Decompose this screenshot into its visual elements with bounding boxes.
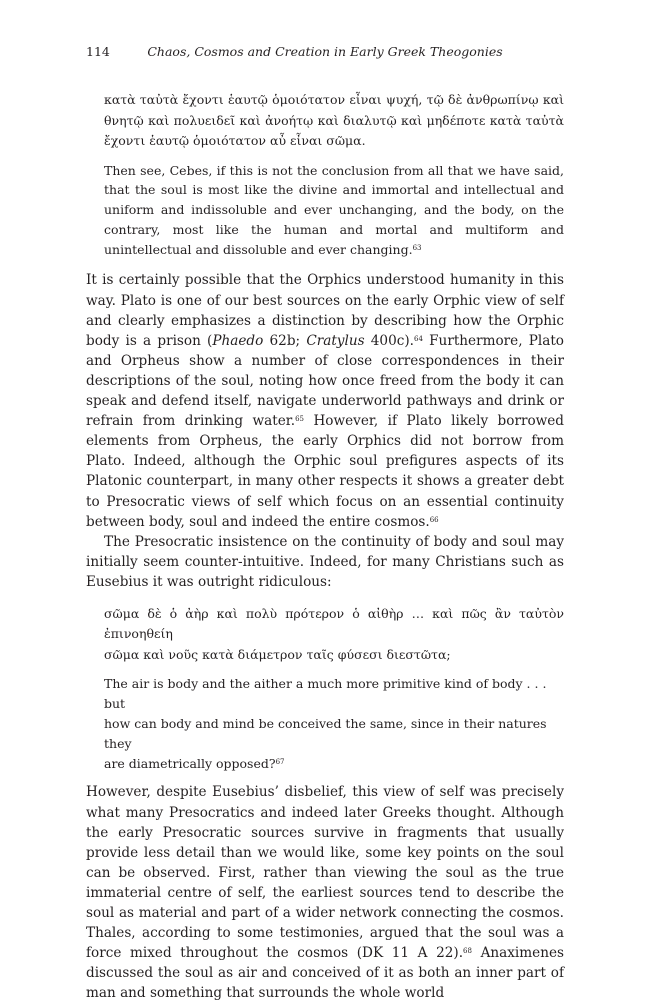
greek-quote-plato: κατὰ ταὐτὰ ἔχοντι ἑαυτῷ ὁμοιότατον εἶναι ψυχή, τῷ δὲ ἀνθρωπίνῳ καὶ θνητῷ καὶ πολυειδεῖ καὶ ἀνοήτῳ καὶ διαλυτῷ καὶ μηδέποτε κατὰ ταὐτὰ ἔχοντι ἑαυτῷ ὁμοιότατον αὖ εἶναι σῶμα. [104, 92, 564, 148]
block-quote-eusebius [104, 604, 564, 773]
page-body [86, 90, 564, 1004]
english-quote-eusebius-line-2: how can body and mind be conceived the same, since in their natures they [104, 716, 547, 751]
paragraph-eusebius-text-2: Anaximenes discussed the soul as air and conceived of it as both an inner part of man and something that surrounds the whole world [86, 945, 564, 1002]
page-number: 114 [86, 44, 110, 59]
work-title-cratylus: Cratylus [306, 332, 365, 349]
paragraph-orphics-text-5: However, if Plato likely borrowed elements from Orpheus, the early Orphics did not borrow from Plato. Indeed, although the Orphic soul prefigures aspects of its Platonic counterpart, in many other respects it shows a greater debt to Presocratic views of self which focus on an essential continuity between body, soul and indeed the entire cosmos. [86, 413, 565, 530]
english-quote-plato [104, 161, 564, 260]
english-quote-eusebius-line-1: The air is body and the aither a much more primitive kind of body . . . but [104, 676, 547, 712]
paragraph-orphics-text-4: Furthermore, Plato and Orpheus show a number of close correspondences in their descriptions of the soul, noting how once freed from the body it can speak and defend itself, navigate underworld pathways and drink or refrain from drinking water. [86, 332, 564, 430]
english-quote-eusebius [104, 674, 564, 773]
footnote-ref-64[interactable]: 64 [413, 334, 423, 343]
english-quote-plato-text: Then see, Cebes, if this is not the conclusion from all that we have said, that the soul is most like the divine and immortal and intellectual and uniform and indissoluble and ever unchanging, and the body, on the contrary, most like the human and mortal and multiform and unintellectual and dissoluble and ever changing. [104, 162, 564, 257]
paragraph-orphics-text-3: 400c). [364, 332, 414, 349]
greek-quote-eusebius-line-2: σῶμα καὶ νοῦς κατὰ διάμετρον ταῖς φύσεσι διεστῶτα; [104, 646, 451, 662]
greek-quote-eusebius [104, 604, 564, 666]
greek-quote-eusebius-line-1: σῶμα δὲ ὁ ἀὴρ καὶ πολὺ πρότερον ὁ αἰθὴρ … καὶ πῶς ἂν ταὐτὸν ἐπινοηθείη [104, 605, 564, 642]
footnote-ref-65[interactable]: 65 [295, 415, 305, 424]
paragraph-orphics-text-2: 62b; [263, 332, 307, 349]
paragraph-presocratic: The Presocratic insistence on the continuity of body and soul may initially seem counter-intuitive. Indeed, for many Christians such as Eusebius it was outright ridiculous: [86, 533, 564, 590]
paragraph-orphics-text-1: It is certainly possible that the Orphics understood humanity in this way. Plato is one of our best sources on the early Orphic view of self and clearly emphasizes a distinction by describing how the Orphic body is a prison ( [86, 272, 564, 349]
paragraph-orphics [86, 270, 564, 531]
paragraph-eusebius-text-1: However, despite Eusebius’ disbelief, this view of self was precisely what many Presocratics and indeed later Greeks thought. Although the early Presocratic sources survive in fragments that usually provide less detail than we would like, some key points on the soul can be observed. First, rather than viewing the soul as the true immaterial centre of self, the earliest sources tend to describe the soul as material and part of a wider network connecting the cosmos. Thales, according to some testimonies, argued that the soul was a force mixed throughout the cosmos (DK 11 A 22). [86, 784, 564, 962]
footnote-ref-66[interactable]: 66 [429, 515, 439, 524]
paragraph-eusebius-disbelief [86, 782, 564, 1003]
footnote-ref-68[interactable]: 68 [463, 947, 472, 956]
work-title-phaedo: Phaedo [212, 332, 264, 349]
running-title: Chaos, Cosmos and Creation in Early Greek Theogonies [147, 44, 503, 59]
english-quote-eusebius-line-3: are diametrically opposed? [104, 755, 276, 771]
footnote-ref-63[interactable]: 63 [412, 243, 422, 252]
block-quote-plato [104, 90, 564, 259]
footnote-ref-67[interactable]: 67 [275, 757, 285, 766]
